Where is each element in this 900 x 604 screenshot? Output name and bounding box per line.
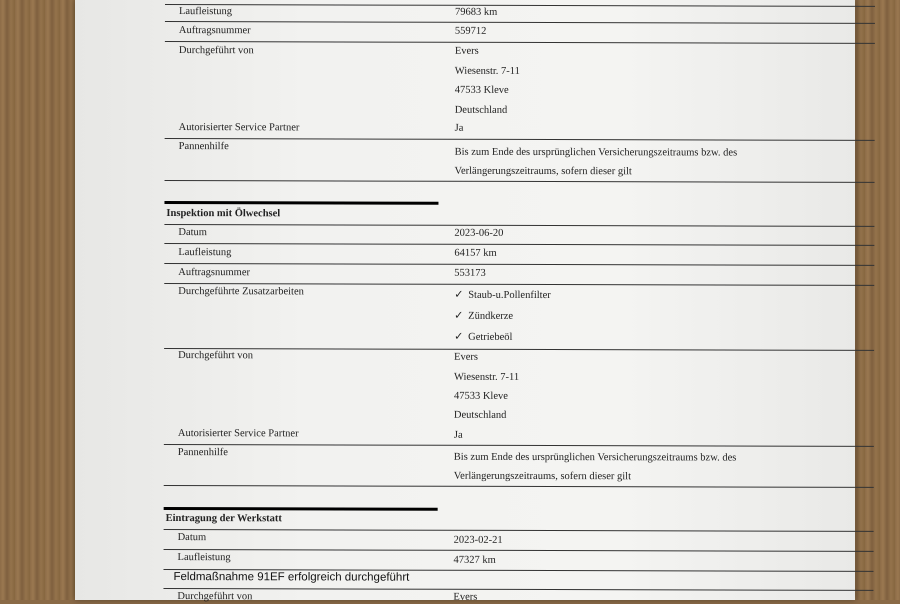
row-datum: Datum 2023-06-20 — [178, 227, 504, 239]
row-auftragsnummer: Auftragsnummer 559712 — [178, 25, 487, 37]
list-item: ✓ Getriebeöl — [454, 329, 513, 343]
section-divider — [164, 507, 438, 511]
row-zusatzarbeiten: Durchgeführte Zusatzarbeiten ✓ Staub-u.Pollenfilter ✓ Zündkerze ✓ Getriebeöl — [178, 286, 551, 343]
field-measure-note: Feldmaßnahme 91EF erfolgreich durchgeführt — [173, 571, 410, 584]
row-durchgefuehrt-von: Durchgeführt von Evers Wiesenstr. 7-11 47533 Kleve Deutschland — [178, 350, 520, 421]
row-auftragsnummer: Auftragsnummer 553173 — [178, 267, 486, 279]
wood-background-left — [0, 0, 80, 600]
list-item: ✓ Staub-u.Pollenfilter — [454, 287, 551, 302]
section-title-werkstatt: Eintragung der Werkstatt — [165, 513, 282, 525]
section-divider — [164, 201, 438, 205]
row-laufleistung: Laufleistung 47327 km — [177, 552, 496, 566]
list-item: ✓ Zündkerze — [454, 308, 514, 322]
checkmark-icon: ✓ — [454, 329, 464, 343]
row-durchgefuehrt-von: Durchgeführt von Evers Wiesenstr. 7-11 47533 Kleve Deutschland — [178, 45, 520, 116]
row-datum: Datum 2023-02-21 — [177, 532, 503, 546]
checkmark-icon: ✓ — [454, 287, 464, 301]
section-title-inspektion: Inspektion mit Ölwechsel — [166, 208, 281, 220]
checkmark-icon: ✓ — [454, 308, 464, 322]
row-durchgefuehrt-von: Durchgeführt von Evers — [177, 591, 478, 603]
row-laufleistung: Laufleistung 64157 km — [178, 247, 497, 259]
document-page — [75, 0, 855, 603]
row-pannenhilfe: Pannenhilfe Bis zum Ende des ursprünglichen Versicherungszeitraums bzw. des Verlängerungszeitraums, sofern dieser gilt — [177, 447, 737, 483]
row-service-partner: Autorisierter Service Partner Ja — [178, 122, 464, 134]
row-service-partner: Autorisierter Service Partner Ja — [177, 428, 463, 441]
service-history — [163, 0, 875, 602]
row-laufleistung: Laufleistung 79683 km — [178, 6, 498, 18]
row-pannenhilfe: Pannenhilfe Bis zum Ende des ursprünglichen Versicherungszeitraums bzw. des Verlängerungszeitraums, sofern dieser gilt — [178, 141, 738, 178]
